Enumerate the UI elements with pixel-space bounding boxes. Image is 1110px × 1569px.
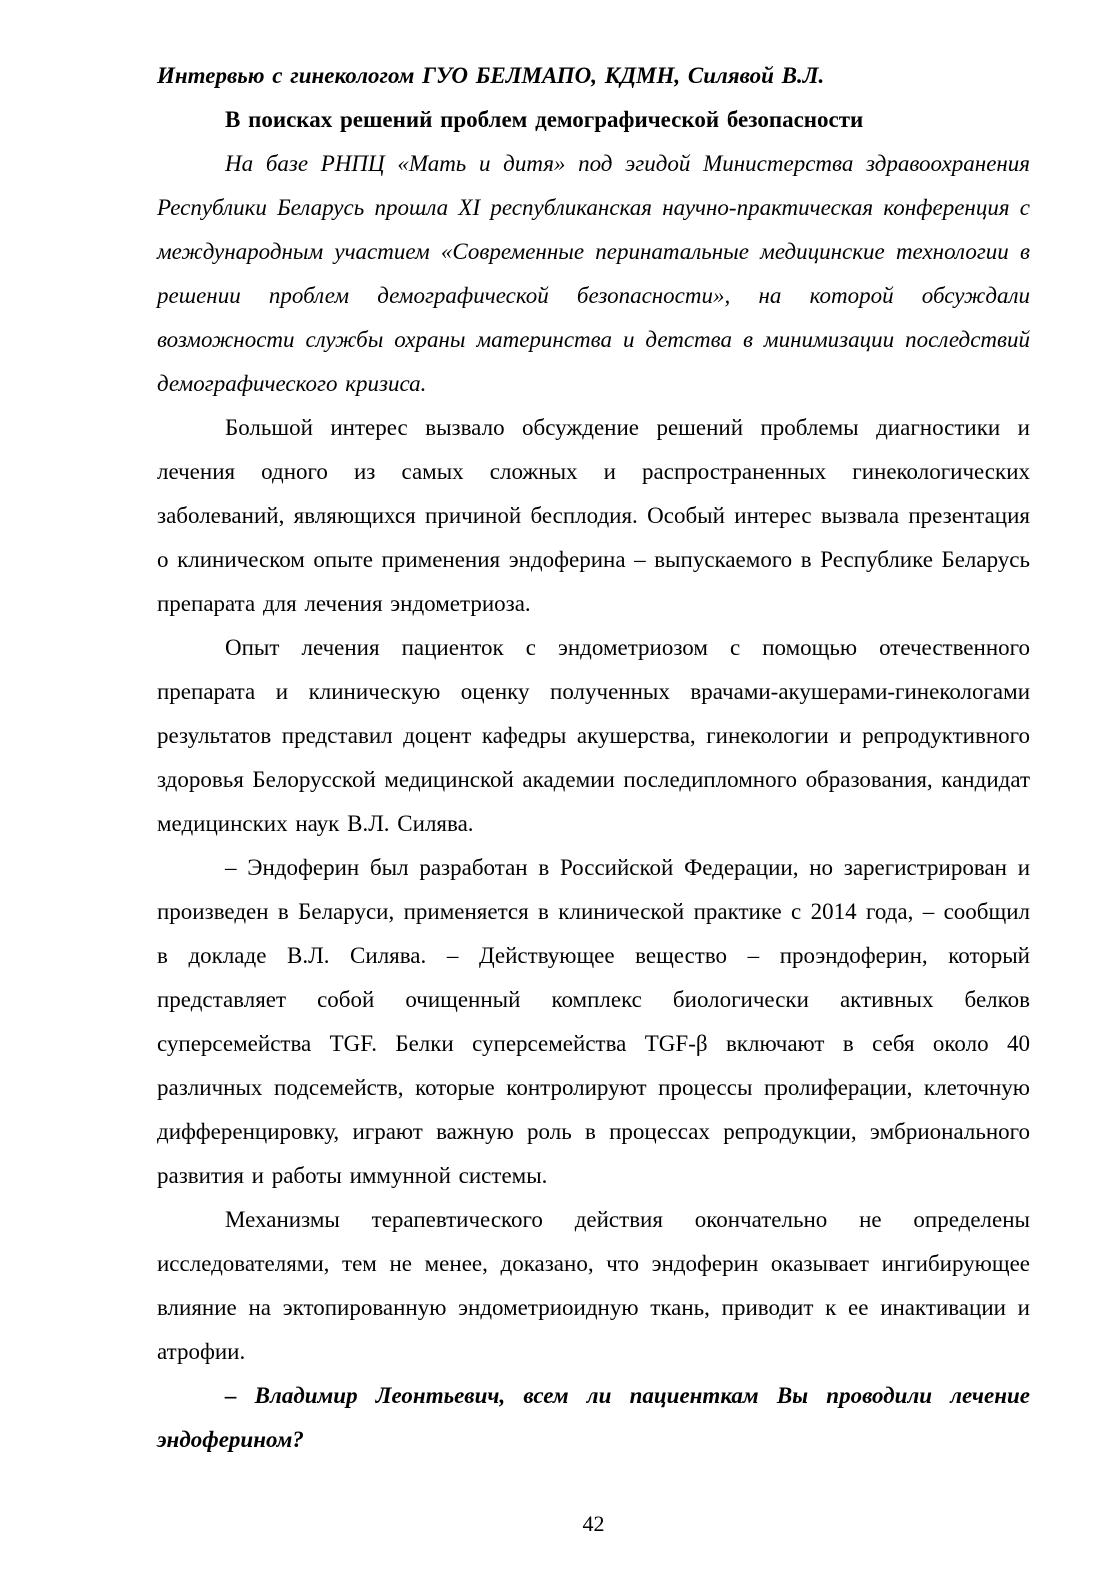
paragraph-interview-question: – Владимир Леонтьевич, всем ли пациенткам Вы проводили лечение эндоферином? xyxy=(157,1383,1030,1452)
paragraph-lead: На базе РНПЦ «Мать и дитя» под эгидой Министерства здравоохранения Республики Беларусь прошла XI республиканская научно-практическая конференция с международным участием «Современные перинатальные медицинские технологии в решении проблем демографической безопасности», на которой обсуждали возможности службы охраны материнства и детства в минимизации последствий демографического кризиса. xyxy=(157,151,1030,396)
paragraph-body-3: – Эндоферин был разработан в Российской Федерации, но зарегистрирован и произведен в Беларуси, применяется в клинической практике с 2014 года, – сообщил в докладе В.Л. Силява. – Действующее вещество – проэндоферин, который представляет собой очищенный комплекс биологически активных белков суперсемейства TGF. Белки суперсемейства TGF-β включают в себя около 40 различных подсемейств, которые контролируют процессы пролиферации, клеточную дифференцировку, играют важную роль в процессах репродукции, эмбрионального развития и работы иммунной системы. xyxy=(157,855,1030,1188)
document-title: Интервью с гинекологом ГУО БЕЛМАПО, КДМН, Силявой В.Л. xyxy=(157,63,825,88)
paragraph-body-4: Механизмы терапевтического действия окончательно не определены исследователями, тем не менее, доказано, что эндоферин оказывает ингибирующее влияние на эктопированную эндометриоидную ткань, приводит к ее инактивации и атрофии. xyxy=(157,1207,1030,1364)
document-content xyxy=(157,54,1030,1462)
paragraph-body-2: Опыт лечения пациенток с эндометриозом с помощью отечественного препарата и клиническую оценку полученных врачами-акушерами-гинекологами результатов представил доцент кафедры акушерства, гинекологии и репродуктивного здоровья Белорусской медицинской академии последипломного образования, кандидат медицинских наук В.Л. Силява. xyxy=(157,635,1030,836)
paragraph-body-1: Большой интерес вызвало обсуждение решений проблемы диагностики и лечения одного из самых сложных и распространенных гинекологических заболеваний, являющихся причиной бесплодия. Особый интерес вызвала презентация о клиническом опыте применения эндоферина – выпускаемого в Республике Беларусь препарата для лечения эндометриоза. xyxy=(157,415,1030,616)
page-number: 42 xyxy=(582,1511,605,1536)
section-heading: В поисках решений проблем демографической безопасности xyxy=(225,107,864,132)
